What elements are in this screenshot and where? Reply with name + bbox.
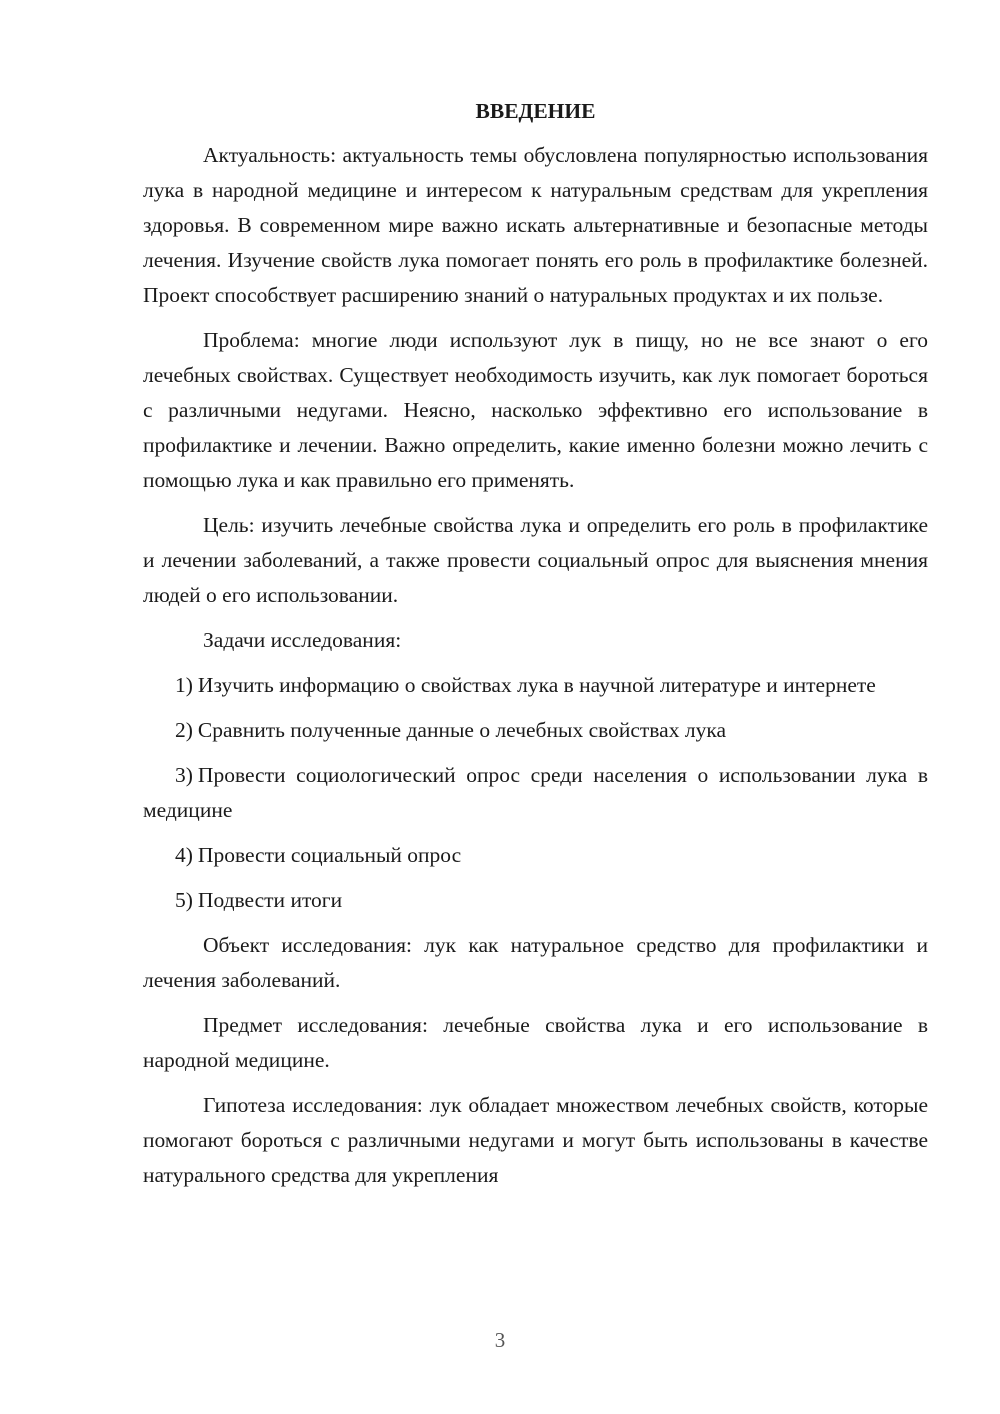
paragraph-hypothesis: Гипотеза исследования: лук обладает множеством лечебных свойств, которые помогают бороться с различными недугами и могут быть использованы в качестве натурального средства для укрепления <box>143 1093 928 1187</box>
list-item <box>143 883 928 918</box>
paragraph-goal: Цель: изучить лечебные свойства лука и определить его роль в профилактике и лечении заболеваний, а также провести социальный опрос для выяснения мнения людей о его использовании. <box>143 513 928 607</box>
task-number: 4) <box>175 843 193 867</box>
tasks-heading: Задачи исследования: <box>203 628 402 652</box>
list-item <box>143 758 928 828</box>
list-item <box>143 713 928 748</box>
task-text: Провести социологический опрос среди населения о использовании лука в медицине <box>143 763 928 822</box>
document-page <box>143 96 928 1203</box>
task-number: 2) <box>175 718 193 742</box>
task-number: 1) <box>175 673 193 697</box>
paragraph-problem: Проблема: многие люди используют лук в пищу, но не все знают о его лечебных свойствах. Существует необходимость изучить, как лук помогает бороться с различными недугами. Неясно, насколько эффективно его использование в профилактике и лечении. Важно определить, какие именно болезни можно лечить с помощью лука и как правильно его применять. <box>143 328 928 492</box>
list-item <box>143 838 928 873</box>
paragraph-relevance: Актуальность: актуальность темы обусловлена популярностью использования лука в народной медицине и интересом к натуральным средствам для укрепления здоровья. В современном мире важно искать альтернативные и безопасные методы лечения. Изучение свойств лука помогает понять его роль в профилактике болезней. Проект способствует расширению знаний о натуральных продуктах и их пользе. <box>143 143 928 307</box>
task-text: Провести социальный опрос <box>197 843 462 867</box>
task-text: Изучить информацию о свойствах лука в научной литературе и интернете <box>197 673 876 697</box>
list-item <box>143 668 928 703</box>
paragraph-subject: Предмет исследования: лечебные свойства лука и его использование в народной медицине. <box>143 1013 928 1072</box>
task-text: Подвести итоги <box>197 888 343 912</box>
paragraph-object: Объект исследования: лук как натуральное средство для профилактики и лечения заболеваний. <box>143 933 928 992</box>
task-number: 3) <box>175 763 193 787</box>
task-number: 5) <box>175 888 193 912</box>
task-text: Сравнить полученные данные о лечебных свойствах лука <box>197 718 726 742</box>
task-list <box>143 668 928 918</box>
page-number: 3 <box>494 1328 506 1352</box>
page-title: ВВЕДЕНИЕ <box>475 99 596 123</box>
